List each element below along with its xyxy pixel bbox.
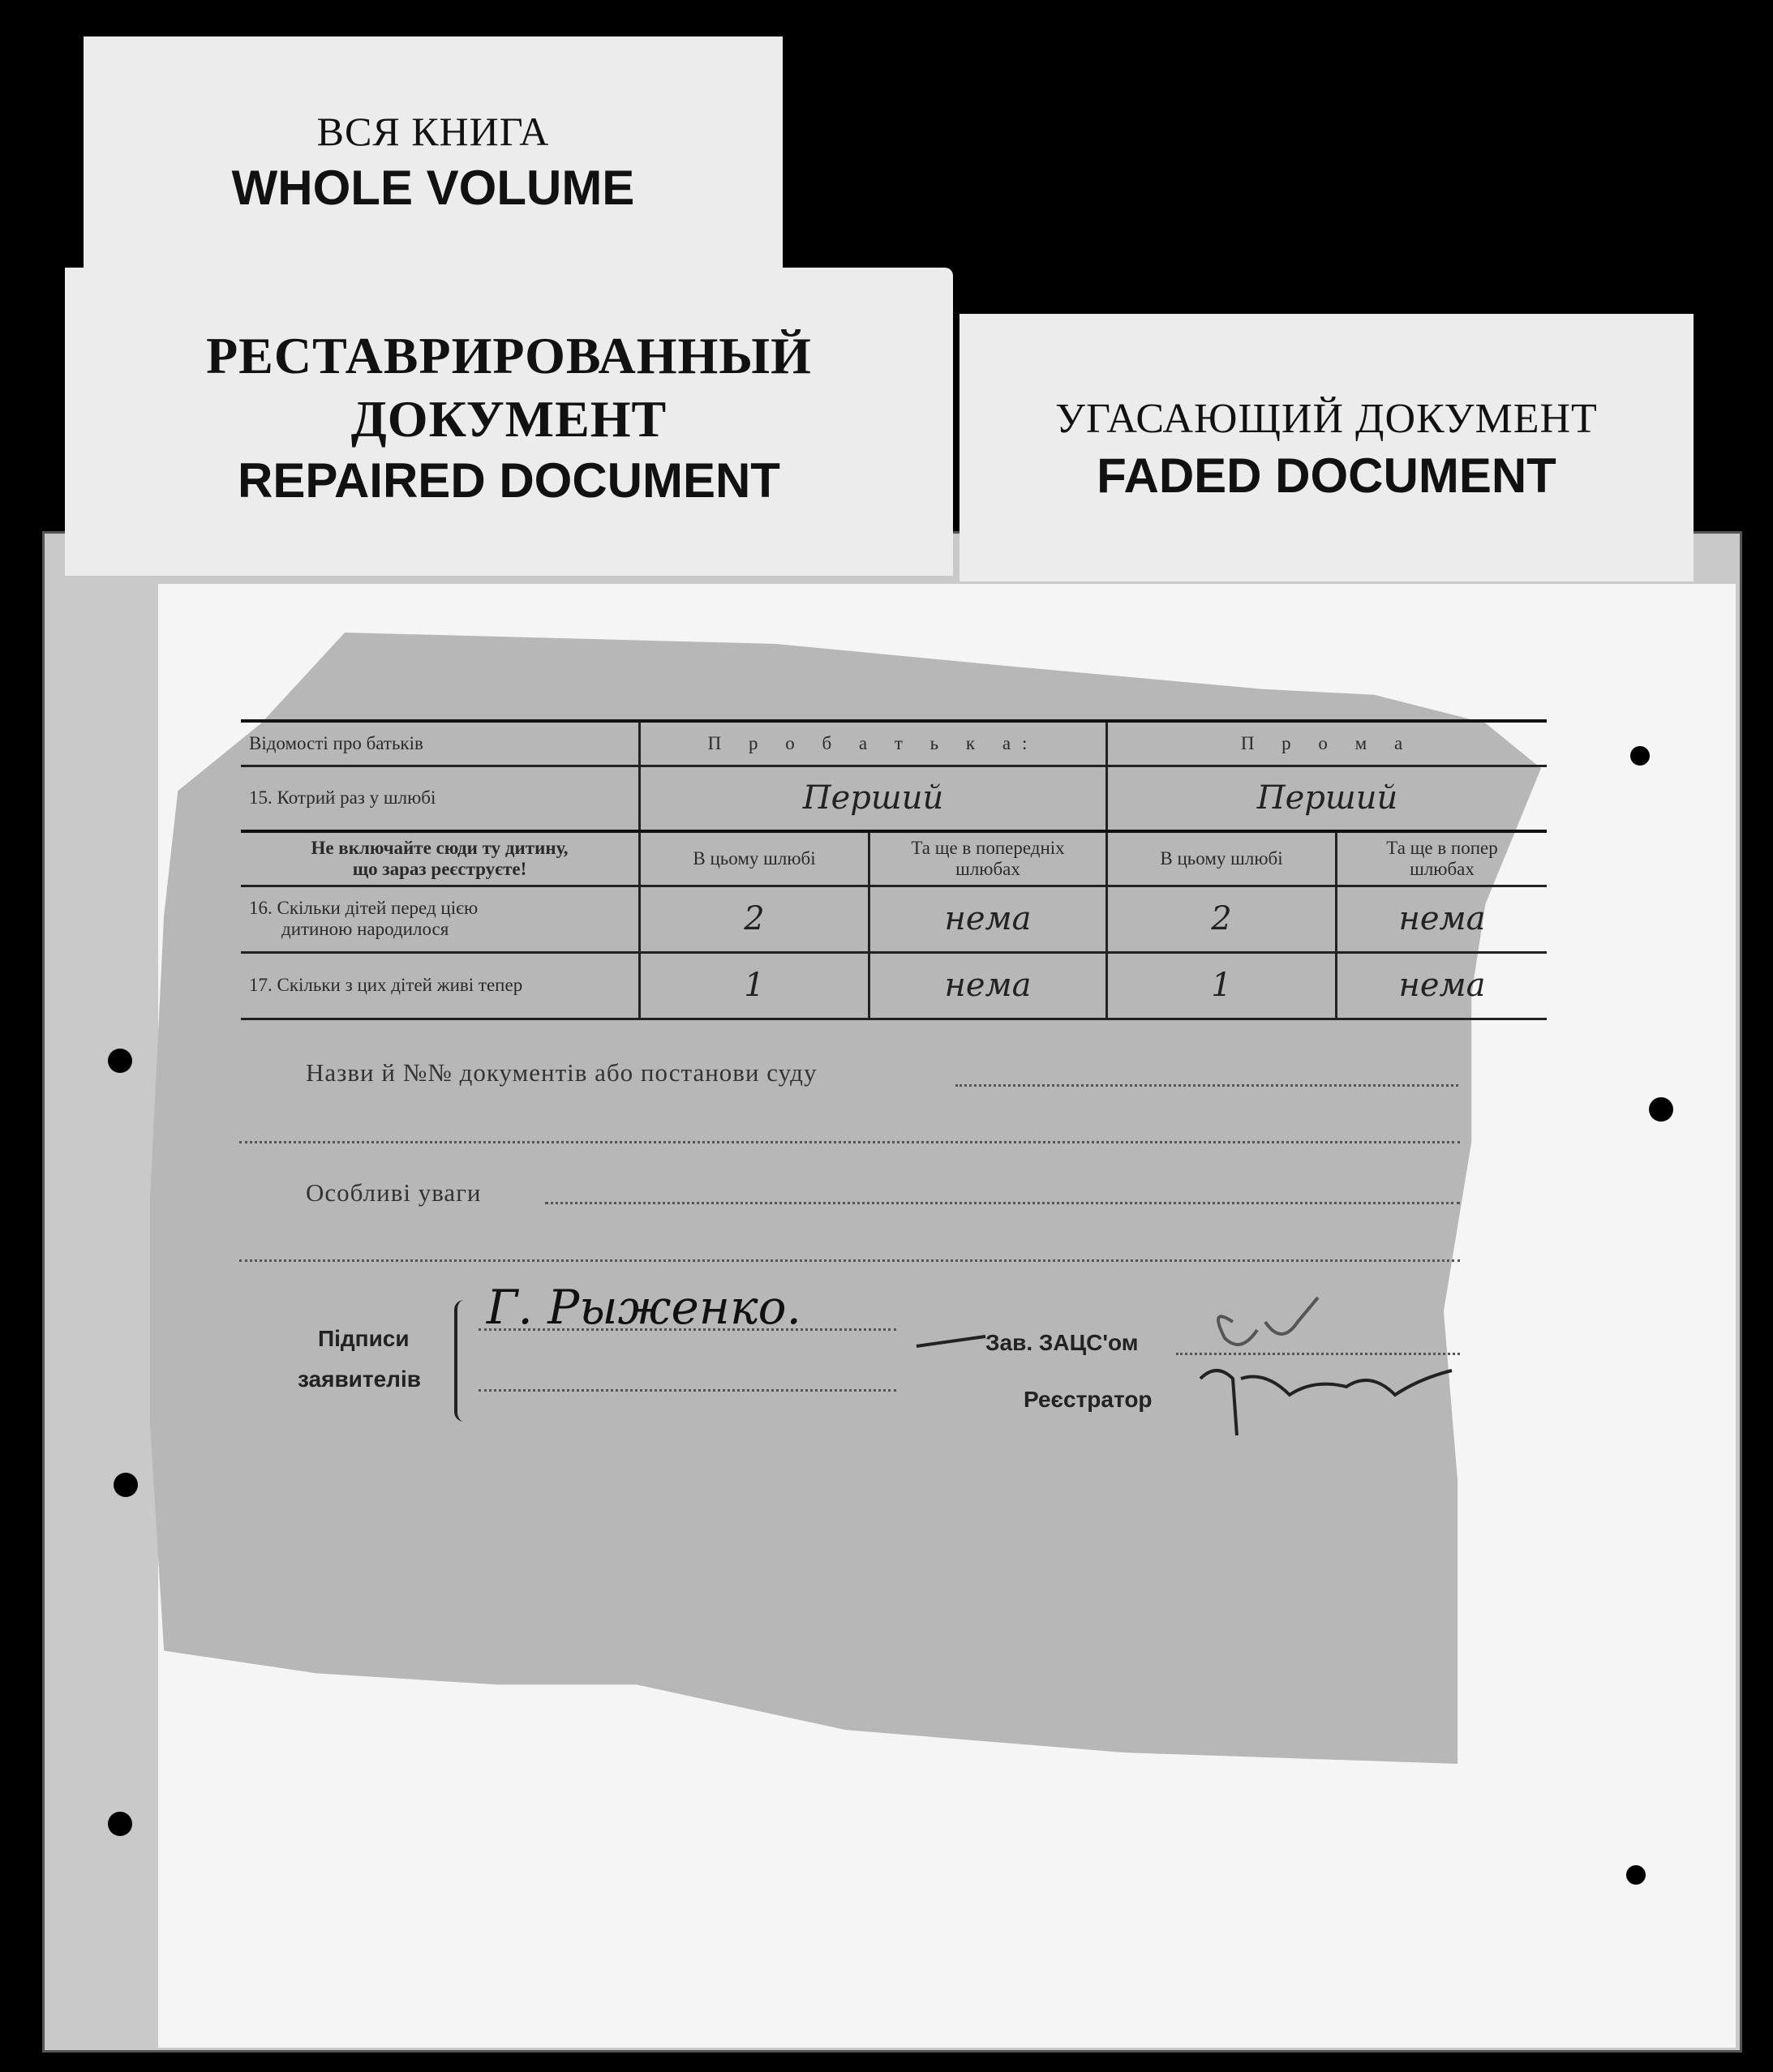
head-label: Зав. ЗАЦС'ом — [985, 1330, 1139, 1355]
whole-volume-ru-text: ВСЯ КНИГА — [316, 109, 550, 154]
faded-document-label-card — [959, 314, 1694, 581]
table-header-row — [241, 721, 1547, 766]
repaired-ru-line2: ДОКУМЕНТ — [350, 390, 668, 448]
faded-ru-text: УГАСАЮЩИЙ ДОКУМЕНТ — [1055, 396, 1598, 442]
signatures-bracket — [454, 1300, 467, 1422]
table-subheader-row — [241, 831, 1547, 886]
row17-father-this: 1 — [640, 952, 869, 1019]
repaired-en-text: REPAIRED DOCUMENT — [238, 453, 780, 508]
signature-line-2 — [479, 1389, 896, 1392]
table-row — [241, 952, 1547, 1019]
signatures-label-line1: Підписи — [318, 1326, 410, 1351]
row15-label: 15. Котрий раз у шлюбі — [241, 766, 640, 831]
remarks-label: Особливі уваги — [306, 1178, 482, 1207]
whole-volume-label-card — [84, 36, 783, 280]
row17-label: 17. Скільки з цих дітей живі тепер — [241, 952, 640, 1019]
father-prev-marriages-header — [869, 831, 1107, 886]
row16-mother-this: 2 — [1107, 886, 1337, 952]
row17-mother-prev: нема — [1337, 952, 1548, 1019]
mother-header: П р о м а — [1107, 721, 1548, 766]
row16-father-this: 2 — [640, 886, 869, 952]
documents-line — [955, 1084, 1458, 1087]
table-row — [241, 886, 1547, 952]
row15-mother-value: Перший — [1107, 766, 1548, 831]
register-table — [241, 719, 1547, 1020]
mother-this-marriage-header: В цьому шлюбі — [1107, 831, 1337, 886]
remarks-line-2 — [239, 1259, 1460, 1262]
signatures-label-line2: заявителів — [298, 1366, 421, 1392]
row15-father-value: Перший — [640, 766, 1107, 831]
exclusion-note — [241, 831, 640, 886]
repaired-document-label-card — [65, 268, 953, 576]
mother-prev-marriages-header — [1337, 831, 1548, 886]
repaired-ru-line1: РЕСТАВРИРОВАННЫЙ — [206, 327, 812, 384]
row16-label-line1: 16. Скільки дітей перед цією — [249, 898, 479, 918]
documents-label: Назви й №№ документів або постанови суду — [306, 1058, 818, 1087]
table-row — [241, 766, 1547, 831]
punch-hole — [1630, 746, 1650, 766]
punch-hole — [1626, 1865, 1646, 1885]
father-prev-header-line1: Та ще в попередніх — [911, 837, 1065, 858]
row17-father-prev: нема — [869, 952, 1107, 1019]
row16-label — [241, 886, 640, 952]
punch-hole — [1649, 1097, 1673, 1122]
remarks-line — [545, 1202, 1460, 1204]
exclusion-note-line2: що зараз реєструєте! — [352, 858, 527, 879]
row16-father-prev: нема — [869, 886, 1107, 952]
documents-line-2 — [239, 1141, 1460, 1143]
father-this-marriage-header: В цьому шлюбі — [640, 831, 869, 886]
punch-hole — [108, 1049, 132, 1073]
whole-volume-en-text: WHOLE VOLUME — [231, 161, 635, 215]
official-signatures-drawing — [908, 1289, 1476, 1452]
mother-prev-header-line2: шлюбах — [1410, 858, 1475, 879]
father-header: П р о б а т ь к а: — [640, 721, 1107, 766]
row16-label-line2: дитиною народилося — [281, 919, 449, 939]
row17-mother-this: 1 — [1107, 952, 1337, 1019]
faded-en-text: FADED DOCUMENT — [1097, 448, 1556, 503]
registrar-label: Реєстратор — [1024, 1387, 1153, 1412]
exclusion-note-line1: Не включайте сюди ту дитину, — [311, 837, 569, 858]
applicant-signature: Г. Рыженко. — [487, 1280, 801, 1335]
parents-info-header: Відомості про батьків — [241, 721, 640, 766]
punch-hole — [114, 1473, 138, 1497]
father-prev-header-line2: шлюбах — [955, 858, 1020, 879]
row16-mother-prev: нема — [1337, 886, 1548, 952]
mother-prev-header-line1: Та ще в попер — [1386, 837, 1498, 858]
punch-hole — [108, 1812, 132, 1836]
